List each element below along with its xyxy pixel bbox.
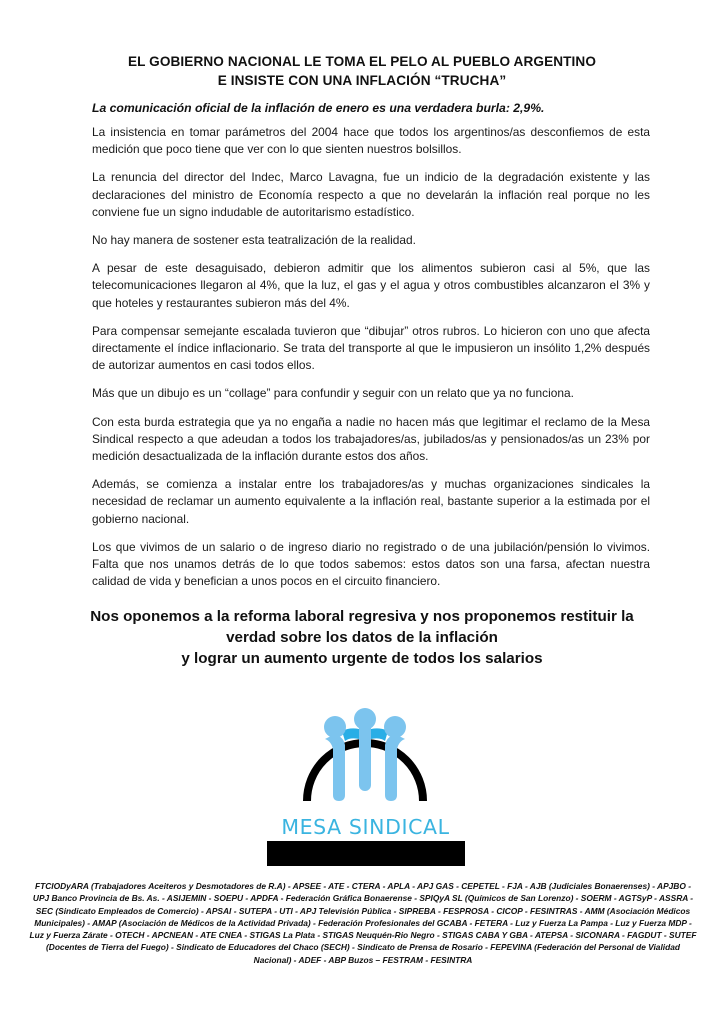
body-paragraph: La insistencia en tomar parámetros del 2004 hace que todos los argentinos/as desconfiemos de esta medición que poco tiene que ver con lo que sienten nuestros bolsillos. bbox=[92, 125, 650, 157]
document-title bbox=[60, 52, 664, 90]
call-to-action-line: y lograr un aumento urgente de todos los salarios bbox=[181, 650, 543, 667]
body-paragraph: Con esta burda estrategia que ya no engaña a nadie no hacen más que legitimar el reclamo de la Mesa Sindical respecto a que adeudan a todos los trabajadores/as, jubilados/as y pensionados/as un 23% por medición desactualizada de la inflación durante estos dos años. bbox=[92, 414, 650, 464]
call-to-action-line: verdad sobre los datos de la inflación bbox=[226, 629, 498, 646]
body-paragraph: A pesar de este desaguisado, debieron admitir que los alimentos subieron casi al 5%, que las telecomunicaciones llegaron al 4%, que la luz, el gas y el agua y otros combustibles alcanzaron el 3% y que hoteles y restaurantes subieron más del 4%. bbox=[92, 261, 650, 310]
lead-statement: La comunicación oficial de la inflación de enero es una verdadera burla: 2,9%. bbox=[92, 101, 545, 115]
title-line: EL GOBIERNO NACIONAL LE TOMA EL PELO AL PUEBLO ARGENTINO bbox=[127, 54, 597, 69]
body-paragraph: La renuncia del director del Indec, Marco Lavagna, fue un indicio de la degradación existente y las declaraciones del ministro de Economía respecto a que no develarán la inflación real porque no les conviene fue un signo indudable de autoritarismo estadístico. bbox=[92, 170, 650, 219]
body-paragraph: No hay manera de sostener esta teatralización de la realidad. bbox=[92, 233, 416, 248]
left-head-shape bbox=[324, 716, 346, 738]
signatories-list: FTCIODyARA (Trabajadores Aceiteros y Desmotadores de R.A) - APSEE - ATE - CTERA - APLA - APJ GAS - CEPETEL - FJA - AJB (Judiciales Bonaerenses) - APJBO - UPJ Banco Provincia de Bs. As. - ASIJEMIN - SOEPU - APDFA - Federación Gráfica Bonaerense - SPIQyA SL (Químicos de San Lorenzo) - SOERM - AGTSyP - ASSRA - SEC (Sindicato Empleados de Comercio) - APSAI - SUTEPA - UTI - APJ Televisión Pública - SIPREBA - FESPROSA - CICOP - FESINTRAS - AMM (Asociación Médicos Municipales) - AMAP (Asociación de Médicos de la Actividad Privada) - Federación Profesionales del GCABA - FETERA - Luz y Fuerza La Pampa - Luz y Fuerza MDP - Luz y Fuerza Zárate - OTECH - APCNEAN - ATE CNEA - STIGAS La Plata - STIGAS Neuquén-Rio Negro - STIGAS CABA Y GBA - ATEPSA - SICONARA - FAGDUT - SUTEF (Docentes de Tierra del Fuego) - Sindicato de Educadores del Chaco (SECH) - Sindicato de Prensa de Rosario - FEPEVINA (Federación del Personal de Vialidad Nacional) - ADEF - ABP Buzos – FESTRAM - FESINTRA bbox=[29, 881, 697, 965]
document-body bbox=[92, 124, 650, 601]
center-body-shape bbox=[359, 723, 371, 791]
mesa-sindical-logo bbox=[255, 683, 475, 868]
body-paragraph: Los que vivimos de un salario o de ingreso diario no registrado o de una jubilación/pensión lo vivimos. Falta que nos unamos detrás de lo que todos sabemos: estos datos son una farsa, afectan nuestra calidad de vida y benefician a unos pocos en el circuito financiero. bbox=[92, 539, 650, 589]
title-line: E INSISTE CON UNA INFLACIÓN “TRUCHA” bbox=[217, 73, 507, 88]
call-to-action-line: Nos oponemos a la reforma laboral regresiva y nos proponemos restituir la bbox=[90, 608, 634, 625]
body-paragraph: Para compensar semejante escalada tuvieron que “dibujar” otros rubros. Lo hicieron con uno que afecta directamente el índice inflacionario. Se trata del transporte al que le impusieron un insólito 1,2% después de autorizar aumentos en casi todos ellos. bbox=[92, 323, 650, 373]
right-body-shape bbox=[385, 735, 405, 801]
body-paragraph: Además, se comienza a instalar entre los trabajadores/as y muchas organizaciones sindicales la necesidad de reclamar un aumento equivalente a la inflación real, bastante superior a la estimada por el gobierno nacional. bbox=[92, 477, 650, 526]
three-people-under-arch-icon bbox=[255, 683, 475, 818]
body-paragraph: Más que un dibujo es un “collage” para confundir y seguir con un relato que ya no funciona. bbox=[92, 386, 574, 401]
logo-bar bbox=[267, 841, 465, 866]
left-body-shape bbox=[325, 735, 345, 801]
call-to-action bbox=[62, 606, 662, 669]
logo-text: MESA SINDICAL bbox=[281, 815, 450, 839]
right-head-shape bbox=[384, 716, 406, 738]
